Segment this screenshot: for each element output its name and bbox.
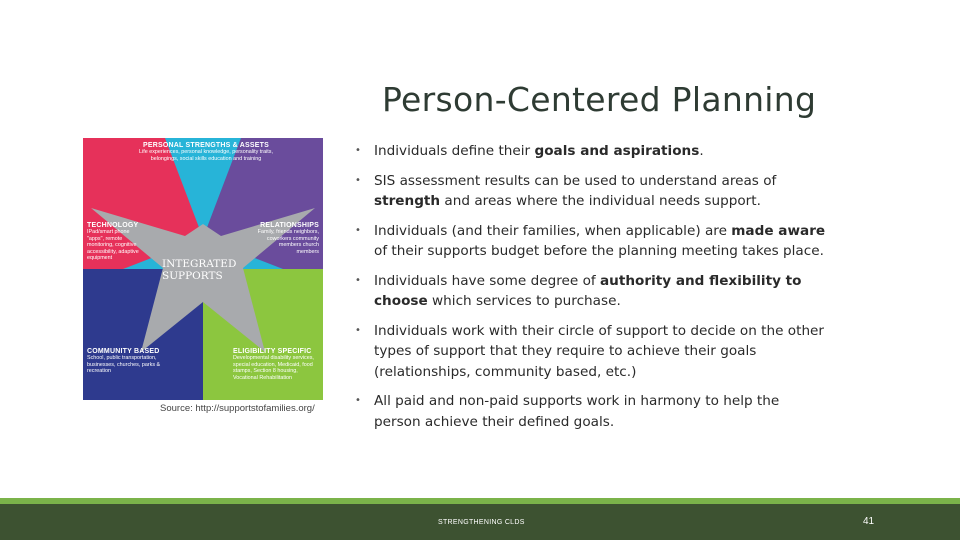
bullet-emphasis: made aware xyxy=(731,222,826,239)
quadrant-eligibility-body: Developmental disability services, special education, Medicaid, food stamps, Section 8 housing, Vocational Rehabilitation xyxy=(233,355,314,381)
bullet-list xyxy=(355,141,830,441)
bullet-text: Individuals work with their circle of support to decide on the other types of support that they require to achieve their goals (relationships, community based, etc.) xyxy=(374,322,825,380)
footer-bar xyxy=(0,504,960,540)
quadrant-community-label xyxy=(87,348,167,375)
quadrant-technology-title: TECHNOLOGY xyxy=(87,222,139,229)
bullet-text: Individuals have some degree of xyxy=(374,272,600,289)
quadrant-relationships-body: Family, friends neighbors, coworkers community members church members xyxy=(257,229,319,255)
bullet-item xyxy=(355,271,830,312)
quadrant-technology-body: IPad/smart phone "apps", remote monitoring, cognitive accessibility, adaptive equipment xyxy=(87,229,139,262)
quadrant-personal-title: PERSONAL STRENGTHS & ASSETS xyxy=(143,142,269,149)
quadrant-community-title: COMMUNITY BASED xyxy=(87,348,160,355)
bullet-emphasis: goals and aspirations xyxy=(534,143,700,159)
bullet-marker: • xyxy=(355,395,361,406)
quadrant-relationships-label xyxy=(257,222,319,255)
integrated-supports-graphic xyxy=(83,138,323,400)
quadrant-eligibility-label xyxy=(233,348,319,381)
bullet-text: of their supports budget before the planning meeting takes place. xyxy=(374,243,824,259)
bullet-item xyxy=(355,221,830,262)
quadrant-relationships-title: RELATIONSHIPS xyxy=(260,222,319,229)
quadrant-personal-label xyxy=(136,142,276,162)
image-source-caption: Source: http://supportstofamilies.org/ xyxy=(160,403,315,414)
bullet-emphasis: authority and flexibility to choose xyxy=(374,272,802,309)
quadrant-technology-label xyxy=(87,222,145,262)
bullet-marker: • xyxy=(355,324,361,336)
bullet-marker: • xyxy=(355,145,361,156)
bullet-item xyxy=(355,171,830,212)
footer-text: STRENGTHENING CLDS xyxy=(438,519,525,526)
bullet-emphasis: strength xyxy=(374,193,441,209)
bullet-marker: • xyxy=(355,274,361,286)
bullet-item xyxy=(355,141,830,162)
bullet-text: SIS assessment results can be used to understand areas of xyxy=(374,172,777,189)
page-number: 41 xyxy=(863,516,875,527)
center-label: INTEGRATED SUPPORTS xyxy=(162,258,237,282)
bullet-marker: • xyxy=(355,224,361,236)
bullet-text: All paid and non-paid supports work in harmony to help the person achieve their defined goals. xyxy=(374,393,780,430)
quadrant-community-body: School, public transportation, businesses, churches, parks & recreation xyxy=(87,355,161,375)
bullet-item xyxy=(355,391,830,432)
bullet-text: . xyxy=(699,143,704,159)
bullet-item xyxy=(355,321,830,383)
bullet-text: and areas where the individual needs support. xyxy=(440,193,761,209)
slide-title: Person-Centered Planning xyxy=(382,80,817,119)
quadrant-eligibility-title: ELIGIBILITY SPECIFIC xyxy=(233,348,312,355)
bullet-text: Individuals define their xyxy=(374,143,535,159)
quadrant-personal-body: Life experiences, personal knowledge, personality traits, belongings, social skills education and training xyxy=(139,149,273,162)
bullet-text: which services to purchase. xyxy=(427,293,621,309)
bullet-marker: • xyxy=(355,174,361,186)
bullet-text: Individuals (and their families, when applicable) are xyxy=(374,222,732,239)
